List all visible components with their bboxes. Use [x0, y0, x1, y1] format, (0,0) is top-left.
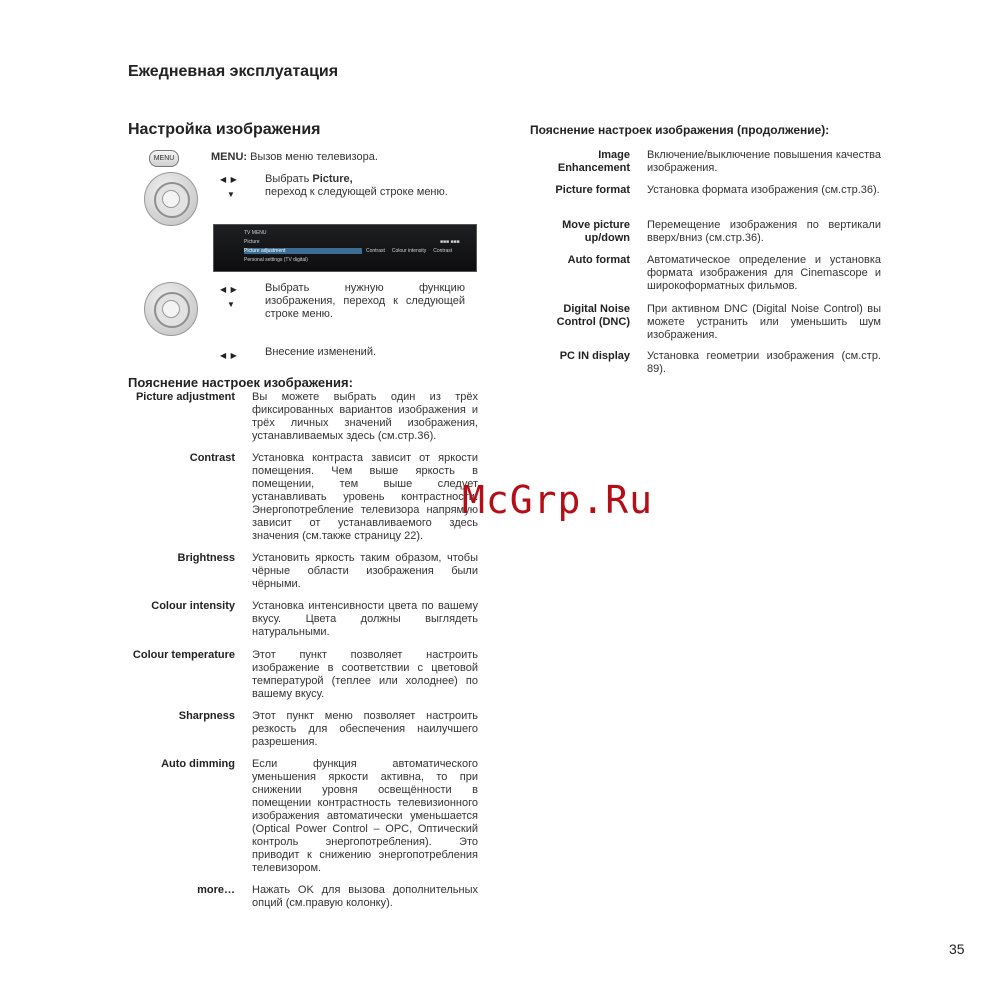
desc-image-enhancement: Включение/выключение повышения качества изображения. [647, 149, 881, 174]
step-select-function: Выбрать нужную функцию изображения, переход к следующей строке меню. [265, 282, 465, 320]
desc-sharpness: Этот пункт меню позволяет настроить резкость для обеспечения наилучшего разрешения. [252, 710, 478, 748]
term-auto-dimming: Auto dimming [161, 758, 235, 770]
term-colour-intensity: Colour intensity [151, 600, 235, 612]
term-dnc: Digital Noise Control (DNC) [556, 303, 630, 328]
desc-picture-format: Установка формата изображения (см.стр.36). [647, 184, 880, 196]
section-title-picture-settings: Настройка изображения [128, 121, 321, 138]
down-arrow-icon: ▼ [227, 190, 235, 199]
left-right-arrows-icon: ◀ ▶ [220, 351, 237, 360]
tv-menu-screenshot [213, 224, 477, 272]
desc-picture-adjustment: Вы можете выбрать один из трёх фиксированных вариантов изображения и трёх личных значений изображения, устанавливаемых здесь (см.стр.36). [252, 391, 478, 442]
desc-colour-intensity: Установка интенсивности цвета по вашему вкусу. Цвета должны выглядеть натуральными. [252, 600, 478, 638]
step-select-bold: Picture, [312, 173, 353, 185]
step-menu-key: MENU: [211, 151, 248, 163]
remote-dpad-icon [144, 282, 198, 336]
desc-more: Нажать OK для вызова дополнительных опций (см.правую колонку). [252, 884, 478, 909]
tv-menu-indicator: ■■■ ■■■ [440, 239, 460, 245]
tv-menu-row-selected: Picture adjustment [244, 248, 362, 254]
desc-brightness: Установить яркость таким образом, чтобы чёрные области изображения были чёрными. [252, 552, 478, 590]
step-menu [211, 151, 378, 164]
term-pc-in-display: PC IN display [559, 350, 630, 362]
left-right-arrows-icon: ◀ ▶ [220, 285, 237, 294]
step-select-text: переход к следующей строке меню. [265, 186, 448, 198]
remote-dpad-icon [144, 172, 198, 226]
page-header-title: Ежедневная эксплуатация [128, 63, 339, 80]
tv-menu-row: TV MENU [244, 230, 267, 236]
term-auto-format: Auto format [567, 254, 630, 266]
desc-auto-format: Автоматическое определение и установка формата изображения для Cinemascope и широкоформатных фильмов. [647, 254, 881, 292]
term-contrast: Contrast [189, 452, 235, 464]
term-more: more… [197, 884, 235, 896]
term-picture-adjustment: Picture adjustment [135, 391, 235, 403]
term-picture-format: Picture format [555, 184, 630, 196]
tv-menu-options: Contrast Colour intensity Contrast [366, 248, 453, 254]
tv-menu-row: Picture [244, 239, 260, 245]
explain-title: Пояснение настроек изображения: [128, 375, 353, 390]
step-select-prefix: Выбрать [265, 173, 313, 185]
desc-colour-temperature: Этот пункт позволяет настроить изображение в соответствии с цветовой температурой (теплее или холоднее) по вашему вкусу. [252, 649, 478, 700]
step-select-picture [265, 173, 465, 199]
right-explain-title: Пояснение настроек изображения (продолжение): [530, 123, 830, 137]
term-brightness: Brightness [177, 552, 235, 564]
desc-contrast: Установка контраста зависит от яркости помещения. Чем выше яркость в помещении, тем выше следует устанавливать уровень контрастности. Энергопотребление телевизора напрямую зависит от устанавливаемого здесь значения (см.также страницу 22). [252, 452, 478, 542]
desc-auto-dimming: Если функция автоматического уменьшения яркости активна, то при снижении уровня освещённости в помещении контрастность телевизионного изображения автоматически уменьшается (Optical Power Control – OPC, Оптический контроль энергопотребления). Это приводит к снижению энергопотребления телевизором. [252, 758, 478, 874]
desc-dnc: При активном DNC (Digital Noise Control) вы можете устранить или уменьшить шум изображения. [647, 303, 881, 341]
term-sharpness: Sharpness [178, 710, 235, 722]
menu-button-icon: MENU [149, 150, 179, 167]
step-menu-text: Вызов меню телевизора. [247, 151, 378, 163]
step-apply-changes: Внесение изменений. [265, 346, 377, 358]
down-arrow-icon: ▼ [227, 300, 235, 309]
desc-move-picture: Перемещение изображения по вертикали вверх/вниз (см.стр.36). [647, 219, 881, 244]
term-colour-temperature: Colour temperature [132, 649, 235, 661]
tv-menu-row: Personal settings (TV digital) [244, 257, 308, 263]
term-image-enhancement: Image Enhancement [557, 149, 630, 174]
desc-pc-in-display: Установка геометрии изображения (см.стр. 89). [647, 350, 881, 375]
left-right-arrows-icon: ◀ ▶ [220, 175, 237, 184]
page-number: 35 [949, 941, 965, 957]
term-move-picture: Move picture up/down [562, 219, 630, 244]
watermark: McGrp.Ru [462, 478, 654, 522]
